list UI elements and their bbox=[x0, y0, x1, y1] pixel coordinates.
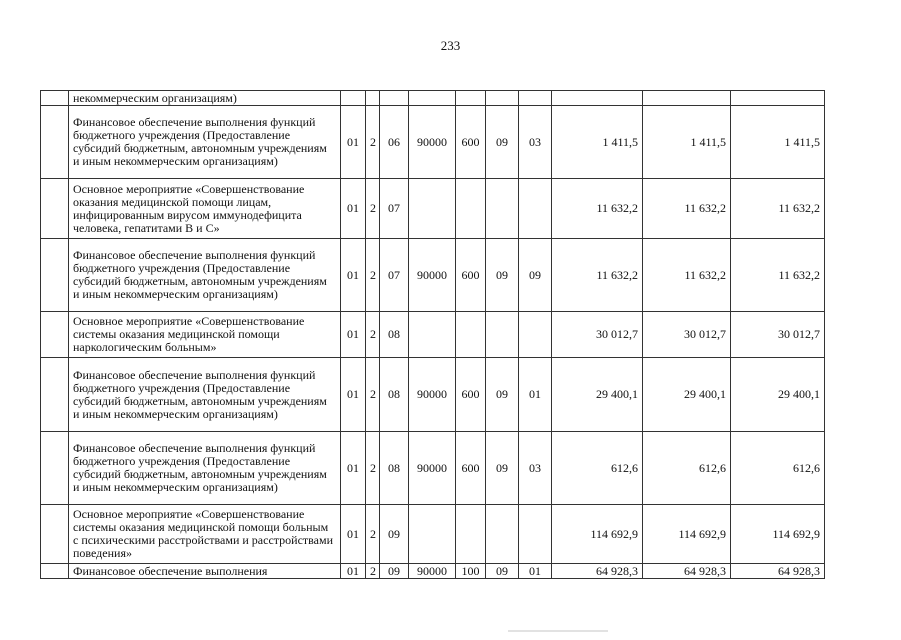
item-name-cell: Основное мероприятие «Совершенствование системы оказания медицинской помощи наркологическим больным» bbox=[69, 312, 341, 358]
code-cell: 01 bbox=[519, 564, 552, 579]
scan-artifact bbox=[508, 630, 608, 632]
code-cell bbox=[456, 505, 486, 564]
amount-cell bbox=[552, 91, 643, 106]
blank-cell bbox=[41, 239, 69, 312]
code-cell: 90000 bbox=[409, 239, 456, 312]
code-cell: 01 bbox=[341, 564, 366, 579]
code-cell: 01 bbox=[341, 505, 366, 564]
code-cell: 09 bbox=[486, 432, 519, 505]
table-row bbox=[41, 312, 825, 358]
code-cell: 09 bbox=[380, 564, 409, 579]
code-cell: 2 bbox=[366, 432, 380, 505]
amount-cell: 1 411,5 bbox=[731, 106, 825, 179]
amount-cell: 11 632,2 bbox=[552, 239, 643, 312]
blank-cell bbox=[41, 505, 69, 564]
code-cell: 90000 bbox=[409, 564, 456, 579]
code-cell bbox=[519, 312, 552, 358]
blank-cell bbox=[41, 432, 69, 505]
amount-cell: 114 692,9 bbox=[643, 505, 731, 564]
table-row bbox=[41, 106, 825, 179]
code-cell bbox=[409, 312, 456, 358]
code-cell: 2 bbox=[366, 239, 380, 312]
amount-cell: 29 400,1 bbox=[731, 358, 825, 432]
code-cell: 600 bbox=[456, 239, 486, 312]
code-cell bbox=[380, 91, 409, 106]
amount-cell: 30 012,7 bbox=[731, 312, 825, 358]
amount-cell: 11 632,2 bbox=[643, 239, 731, 312]
table-row bbox=[41, 179, 825, 239]
item-name-cell: Финансовое обеспечение выполнения функций бюджетного учреждения (Предоставление субсидий бюджетным, автономным учреждениям и иным некоммерческим организациям) bbox=[69, 239, 341, 312]
blank-cell bbox=[41, 358, 69, 432]
code-cell: 09 bbox=[486, 358, 519, 432]
code-cell: 01 bbox=[341, 312, 366, 358]
table-row bbox=[41, 505, 825, 564]
amount-cell: 64 928,3 bbox=[731, 564, 825, 579]
amount-cell: 64 928,3 bbox=[643, 564, 731, 579]
table-row bbox=[41, 91, 825, 106]
code-cell bbox=[486, 312, 519, 358]
code-cell: 09 bbox=[486, 106, 519, 179]
amount-cell: 114 692,9 bbox=[552, 505, 643, 564]
amount-cell: 114 692,9 bbox=[731, 505, 825, 564]
table-row bbox=[41, 432, 825, 505]
code-cell: 90000 bbox=[409, 358, 456, 432]
amount-cell: 30 012,7 bbox=[552, 312, 643, 358]
amount-cell: 612,6 bbox=[552, 432, 643, 505]
code-cell: 09 bbox=[380, 505, 409, 564]
item-name-cell: Финансовое обеспечение выполнения bbox=[69, 564, 341, 579]
code-cell: 08 bbox=[380, 312, 409, 358]
code-cell: 09 bbox=[486, 239, 519, 312]
code-cell: 2 bbox=[366, 564, 380, 579]
amount-cell: 612,6 bbox=[731, 432, 825, 505]
code-cell: 09 bbox=[519, 239, 552, 312]
code-cell bbox=[409, 179, 456, 239]
amount-cell: 11 632,2 bbox=[731, 179, 825, 239]
table-row bbox=[41, 239, 825, 312]
table-body bbox=[41, 91, 825, 579]
code-cell bbox=[456, 179, 486, 239]
blank-cell bbox=[41, 106, 69, 179]
code-cell: 01 bbox=[341, 179, 366, 239]
amount-cell: 612,6 bbox=[643, 432, 731, 505]
amount-cell bbox=[643, 91, 731, 106]
amount-cell: 11 632,2 bbox=[643, 179, 731, 239]
amount-cell: 11 632,2 bbox=[552, 179, 643, 239]
code-cell bbox=[519, 179, 552, 239]
code-cell bbox=[456, 91, 486, 106]
code-cell bbox=[486, 505, 519, 564]
code-cell bbox=[456, 312, 486, 358]
blank-cell bbox=[41, 179, 69, 239]
blank-cell bbox=[41, 91, 69, 106]
item-name-cell: Финансовое обеспечение выполнения функций бюджетного учреждения (Предоставление субсидий бюджетным, автономным учреждениям и иным некоммерческим организациям) bbox=[69, 358, 341, 432]
item-name-cell: Финансовое обеспечение выполнения функций бюджетного учреждения (Предоставление субсидий бюджетным, автономным учреждениям и иным некоммерческим организациям) bbox=[69, 106, 341, 179]
code-cell: 01 bbox=[341, 239, 366, 312]
item-name-cell: Основное мероприятие «Совершенствование системы оказания медицинской помощи больным с психическими расстройствами и расстройствами поведения» bbox=[69, 505, 341, 564]
item-name-cell: Финансовое обеспечение выполнения функций бюджетного учреждения (Предоставление субсидий бюджетным, автономным учреждениям и иным некоммерческим организациям) bbox=[69, 432, 341, 505]
amount-cell: 64 928,3 bbox=[552, 564, 643, 579]
code-cell bbox=[519, 505, 552, 564]
amount-cell: 30 012,7 bbox=[643, 312, 731, 358]
page-number: 233 bbox=[440, 38, 461, 53]
code-cell: 2 bbox=[366, 312, 380, 358]
code-cell: 01 bbox=[341, 106, 366, 179]
code-cell: 2 bbox=[366, 179, 380, 239]
code-cell: 03 bbox=[519, 432, 552, 505]
code-cell: 09 bbox=[486, 564, 519, 579]
item-name-cell: Основное мероприятие «Совершенствование оказания медицинской помощи лицам, инфицированным вирусом иммунодефицита человека, гепатитами В и С» bbox=[69, 179, 341, 239]
code-cell bbox=[341, 91, 366, 106]
code-cell: 07 bbox=[380, 239, 409, 312]
amount-cell bbox=[731, 91, 825, 106]
code-cell: 2 bbox=[366, 358, 380, 432]
code-cell bbox=[486, 179, 519, 239]
code-cell: 600 bbox=[456, 106, 486, 179]
code-cell: 01 bbox=[341, 358, 366, 432]
code-cell bbox=[486, 91, 519, 106]
code-cell: 07 bbox=[380, 179, 409, 239]
code-cell: 01 bbox=[519, 358, 552, 432]
code-cell: 600 bbox=[456, 358, 486, 432]
code-cell: 100 bbox=[456, 564, 486, 579]
code-cell: 90000 bbox=[409, 106, 456, 179]
code-cell: 2 bbox=[366, 505, 380, 564]
blank-cell bbox=[41, 564, 69, 579]
amount-cell: 11 632,2 bbox=[731, 239, 825, 312]
table-row bbox=[41, 358, 825, 432]
code-cell bbox=[409, 91, 456, 106]
code-cell: 08 bbox=[380, 432, 409, 505]
amount-cell: 1 411,5 bbox=[552, 106, 643, 179]
amount-cell: 29 400,1 bbox=[552, 358, 643, 432]
code-cell: 90000 bbox=[409, 432, 456, 505]
amount-cell: 1 411,5 bbox=[643, 106, 731, 179]
code-cell: 08 bbox=[380, 358, 409, 432]
code-cell bbox=[366, 91, 380, 106]
item-name-cell: некоммерческим организациям) bbox=[69, 91, 341, 106]
code-cell bbox=[409, 505, 456, 564]
code-cell: 600 bbox=[456, 432, 486, 505]
code-cell: 01 bbox=[341, 432, 366, 505]
table-row bbox=[41, 564, 825, 579]
code-cell bbox=[519, 91, 552, 106]
blank-cell bbox=[41, 312, 69, 358]
amount-cell: 29 400,1 bbox=[643, 358, 731, 432]
budget-table bbox=[40, 90, 825, 579]
code-cell: 2 bbox=[366, 106, 380, 179]
code-cell: 06 bbox=[380, 106, 409, 179]
code-cell: 03 bbox=[519, 106, 552, 179]
